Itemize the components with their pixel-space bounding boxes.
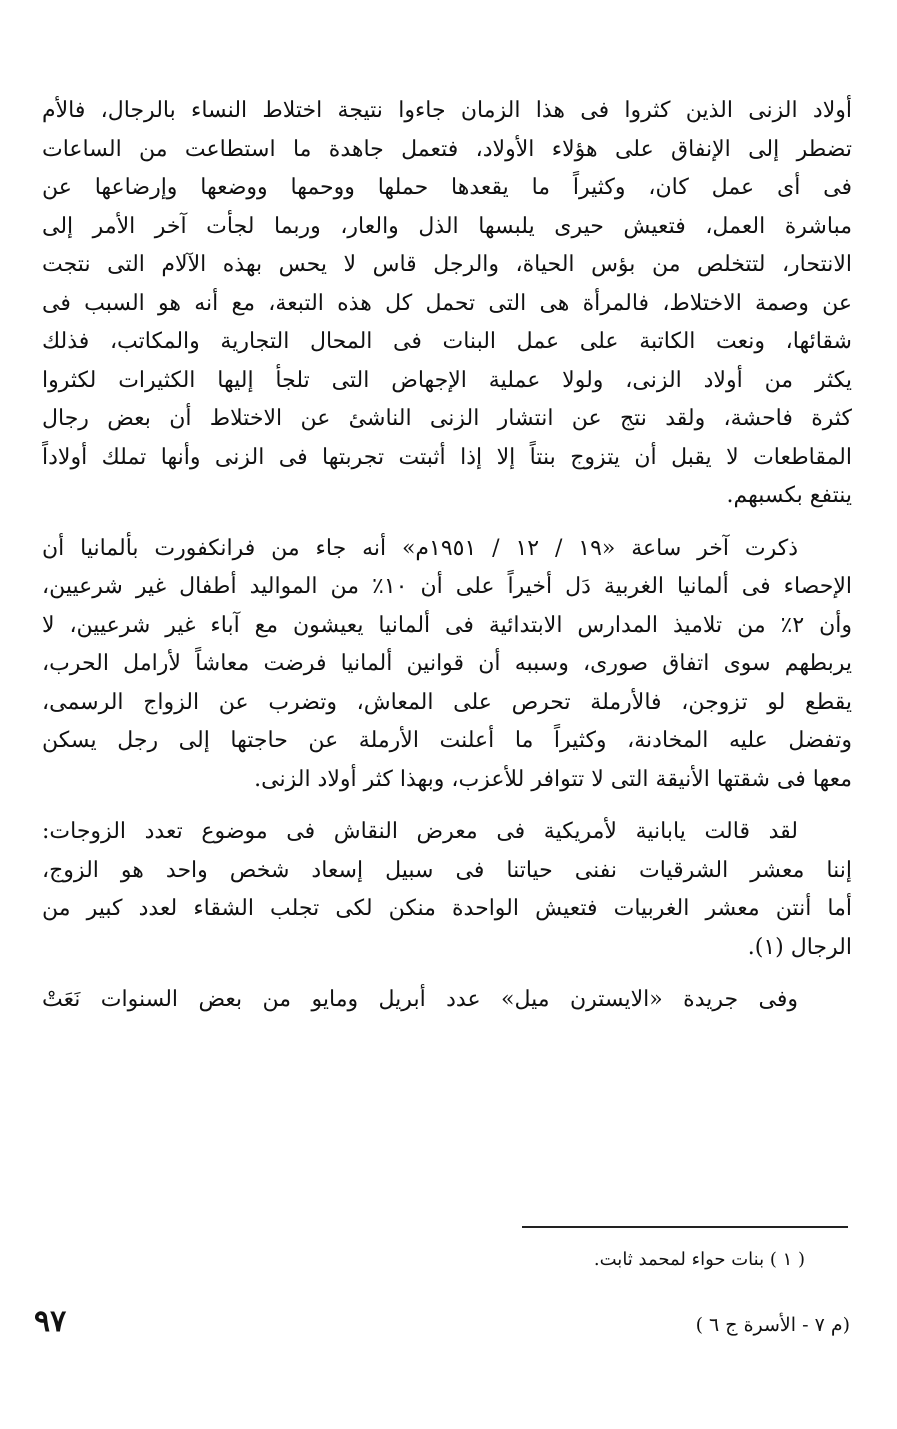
text-line: يكثر من أولاد الزنى، ولولا عملية الإجهاض التى تلجأ إليها الكثيرات لكثروا: [42, 367, 852, 393]
paragraph: [42, 813, 852, 967]
text-line: ينتفع بكسبهم.: [726, 483, 852, 508]
text-line: وتفضل عليه المخادنة، وكثيراً ما أعلنت الأرملة عن حاجتها إلى رجل يسكن: [42, 728, 852, 753]
text-line: يقطع لو تزوجن، فالأرملة تحرص على المعاش، وتضرب عن الزواج الرسمى،: [42, 689, 852, 715]
footnote: ( ١ ) بنات حواء لمحمد ثابت.: [593, 1249, 805, 1270]
page-number: ٩٧: [34, 1304, 67, 1339]
text-line: لقد قالت يابانية لأمريكية فى معرض النقاش فى موضوع تعدد الزوجات:: [42, 819, 798, 844]
paragraph: [42, 92, 852, 516]
text-line: أولاد الزنى الذين كثروا فى هذا الزمان جاءوا نتيجة اختلاط النساء بالرجال، فالأم: [42, 98, 852, 123]
paragraph-gap: [42, 799, 852, 813]
text-line: الرجال (١).: [747, 934, 852, 960]
text-line: شقائها، ونعت الكاتبة على عمل البنات فى المحال التجارية والمكاتب، فذلك: [42, 329, 852, 354]
text-line: المقاطعات لا يقبل أن يتزوج بنتاً إلا إذا أثبتت تجربتها فى الزنى وأنها تملك أولاداً: [42, 444, 852, 470]
text-line: الانتحار، لتتخلص من بؤس الحياة، والرجل قاس لا يحس بهذه الآلام التى نتجت: [42, 252, 852, 277]
text-line: يربطهم سوى اتفاق صورى، وسببه أن قوانين ألمانيا فرضت معاشاً لأرامل الحرب،: [42, 651, 852, 676]
text-line: وفى جريدة «الايسترن ميل» عدد أبريل ومايو من بعض السنوات نَعَتْ: [42, 987, 798, 1012]
paragraph: [42, 981, 852, 1020]
text-line: عن وصمة الاختلاط، فالمرأة هى التى تحمل كل هذه التبعة، مع أنه هو السبب فى: [42, 290, 852, 316]
text-line: كثرة فاحشة، ولقد نتج عن انتشار الزنى الناشئ عن الاختلاط أن بعض رجال: [42, 406, 852, 431]
text-line: أما أنتن معشر الغربيات فتعيش الواحدة منكن لكى تجلب الشقاء لعدد كبير من: [42, 896, 852, 921]
text-line: تضطر إلى الإنفاق على هؤلاء الأولاد، فتعمل جاهدة ما استطاعت من الساعات: [42, 136, 852, 162]
text-line: وأن ٢٪ من تلاميذ المدارس الابتدائية فى ألمانيا يعيشون مع آباء غير شرعيين، لا: [42, 612, 852, 638]
text-line: معها فى شقتها الأنيقة التى لا تتوافر للأعزب، وبهذا كثر أولاد الزنى.: [254, 766, 852, 792]
signature-mark: (م ٧ - الأسرة ج ٦ ): [695, 1314, 850, 1336]
paragraph-gap: [42, 967, 852, 981]
text-line: مباشرة العمل، فتعيش حيرى يلبسها الذل والعار، وربما لجأت آخر الأمر إلى: [42, 213, 852, 239]
paragraph-gap: [42, 516, 852, 530]
main-text: [42, 92, 852, 1020]
text-line: إننا معشر الشرقيات نفنى حياتنا فى سبيل إسعاد شخص واحد هو الزوج،: [42, 857, 852, 883]
text-line: فى أى عمل كان، وكثيراً ما يقعدها حملها ووحمها ووضعها وإرضاعها عن: [42, 175, 852, 200]
text-line: الإحصاء فى ألمانيا الغربية دَل أخيراً على أن ١٠٪ من المواليد أطفال غير شرعيين،: [42, 574, 852, 599]
footnote-rule: [522, 1226, 848, 1228]
text-line: ذكرت آخر ساعة «١٩ / ١٢ / ١٩٥١م» أنه جاء من فرانكفورت بألمانيا أن: [42, 535, 798, 561]
paragraph: [42, 530, 852, 800]
